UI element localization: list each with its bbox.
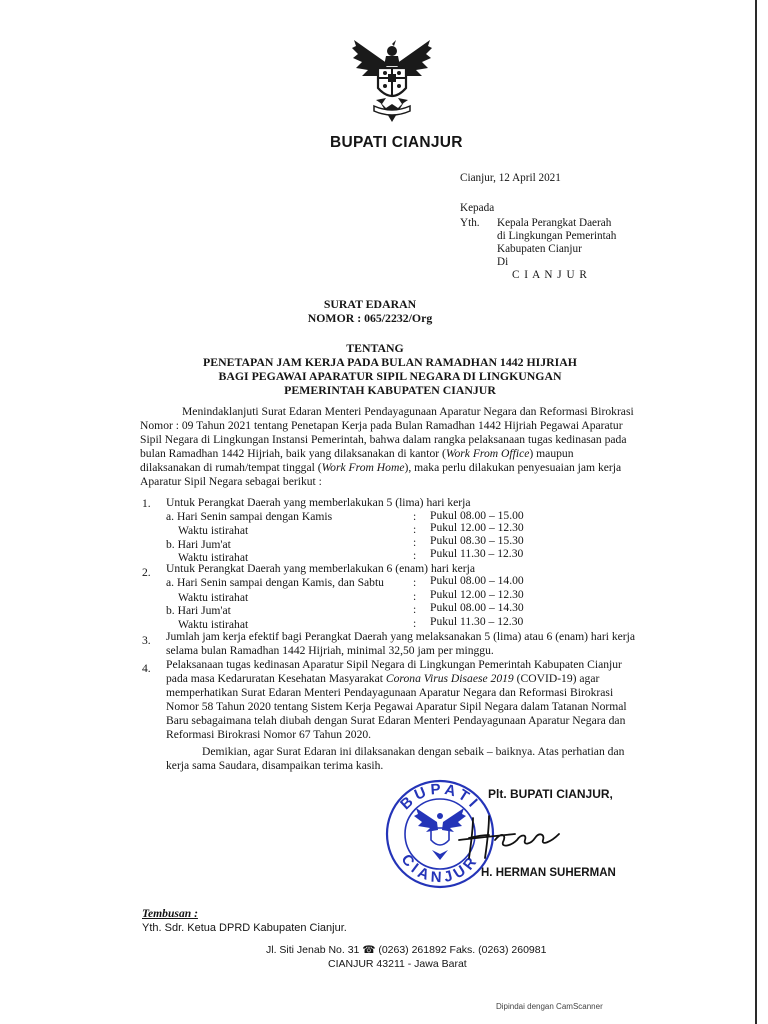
item-4-line-6: Reformasi Birokrasi Nomor 67 Tahun 2020. <box>166 728 372 741</box>
colon: : <box>413 576 417 589</box>
phone-icon: ☎ <box>362 944 376 956</box>
stamp-bottom-text: CIANJUR <box>397 851 483 887</box>
item-2a-rest-value: Pukul 12.00 – 12.30 <box>430 588 524 601</box>
intro-line-4: bulan Ramadhan 1442 Hijriah, baik yang dilaksanakan di kantor (Work From Office) maupun <box>140 447 574 460</box>
item-2a-label: a. Hari Senin sampai dengan Kamis, dan Sabtu <box>166 576 384 589</box>
recipient-line-1: Kepala Perangkat Daerah <box>497 217 612 229</box>
handwritten-signature <box>455 808 575 864</box>
item-2a-rest-label: Waktu istirahat <box>178 591 249 604</box>
item-2-number: 2. <box>142 566 151 579</box>
footer-address-line-1: Jl. Siti Jenab No. 31 ☎ (0263) 261892 Faks. (0263) 260981 <box>266 944 547 956</box>
item-2b-value: Pukul 08.00 – 14.30 <box>430 601 524 614</box>
recipient-line-2: di Lingkungan Pemerintah <box>497 230 617 242</box>
cc-label: Tembusan : <box>142 907 198 920</box>
page-edge-line <box>755 0 757 1024</box>
subject-line-2: BAGI PEGAWAI APARATUR SIPIL NEGARA DI LINGKUNGAN <box>218 369 562 383</box>
item-2b-rest-label: Waktu istirahat <box>178 618 249 631</box>
item-2a-value: Pukul 08.00 – 14.00 <box>430 574 524 587</box>
closing-line-2: kerja sama Saudara, disampaikan terima kasih. <box>166 759 384 772</box>
item-1-number: 1. <box>142 497 151 510</box>
item-2-text: Untuk Perangkat Daerah yang memberlakukan 6 (enam) hari kerja <box>166 562 476 575</box>
item-1b-rest-value: Pukul 11.30 – 12.30 <box>430 547 524 560</box>
colon: : <box>413 523 417 536</box>
item-4-line-2: pada masa Kedaruratan Kesehatan Masyarakat Corona Virus Disaese 2019 (COVID-19) agar <box>166 672 600 685</box>
nomor-line: NOMOR : 065/2232/Org <box>307 311 433 325</box>
scanner-watermark: Dipindai dengan CamScanner <box>496 1002 603 1011</box>
item-1b-value: Pukul 08.30 – 15.30 <box>430 534 524 547</box>
intro-line-2: Nomor : 09 Tahun 2021 tentang Penetapan Kerja pada Bulan Ramadhan 1442 Hijriah Pegawai Aparatur <box>140 419 623 432</box>
di-label: Di <box>497 256 509 268</box>
intro-line-3: Sipil Negara di Lingkungan Instansi Pemerintah, bahwa dalam rangka pelaksanaan tugas kedinasan pada <box>140 433 627 446</box>
intro-line-6: Aparatur Sipil Negara sebagai berikut : <box>140 475 322 488</box>
signatory-name: H. HERMAN SUHERMAN <box>481 867 616 879</box>
subject-line-3: PEMERINTAH KABUPATEN CIANJUR <box>284 383 496 397</box>
colon: : <box>413 617 417 630</box>
yth-label: Yth. <box>460 217 480 229</box>
stamp-top-text: BUPATI <box>397 780 484 814</box>
letterhead-title: BUPATI CIANJUR <box>330 134 463 151</box>
intro-line-1: Menindaklanjuti Surat Edaran Menteri Pendayagunaan Aparatur Negara dan Reformasi Birokrasi <box>182 405 634 418</box>
item-1a-rest-value: Pukul 12.00 – 12.30 <box>430 521 524 534</box>
item-1a-rest-label: Waktu istirahat <box>178 524 249 537</box>
footer-address-line-2: CIANJUR 43211 - Jawa Barat <box>328 958 467 970</box>
item-1a-label: a. Hari Senin sampai dengan Kamis <box>166 510 333 523</box>
item-1a-value: Pukul 08.00 – 15.00 <box>430 509 524 522</box>
closing-line-1: Demikian, agar Surat Edaran ini dilaksanakan dengan sebaik – baiknya. Atas perhatian dan <box>202 745 625 758</box>
colon: : <box>413 510 417 523</box>
intro-line-5: dilaksanakan di rumah/tempat tinggal (Work From Home), maka perlu dilakukan penyesuaian jam kerja <box>140 461 622 474</box>
garuda-emblem-icon <box>350 38 434 124</box>
colon: : <box>413 536 417 549</box>
place-date: Cianjur, 12 April 2021 <box>460 172 561 184</box>
recipient-line-3: Kabupaten Cianjur <box>497 243 582 255</box>
item-1b-rest-label: Waktu istirahat <box>178 551 249 564</box>
item-4-line-4: Nomor 58 Tahun 2020 tentang Sistem Kerja Pegawai Aparatur Sipil Negara dalam Tatanan Normal <box>166 700 627 713</box>
recipient-city: C I A N J U R <box>512 269 588 281</box>
colon: : <box>413 549 417 562</box>
item-3-line-1: Jumlah jam kerja efektif bagi Perangkat Daerah yang melaksanakan 5 (lima) atau 6 (enam) hari kerja <box>166 630 636 643</box>
surat-edaran-title: SURAT EDARAN <box>323 297 417 311</box>
colon: : <box>413 590 417 603</box>
subject-line-1: PENETAPAN JAM KERJA PADA BULAN RAMADHAN 1442 HIJRIAH <box>203 355 577 369</box>
item-4-line-1: Pelaksanaan tugas kedinasan Aparatur Sipil Negara di Lingkungan Pemerintah Kabupaten Cianjur <box>166 658 622 671</box>
item-2b-label: b. Hari Jum'at <box>166 604 231 617</box>
item-3-number: 3. <box>142 634 151 647</box>
item-2b-rest-value: Pukul 11.30 – 12.30 <box>430 615 524 628</box>
item-1-text: Untuk Perangkat Daerah yang memberlakukan 5 (lima) hari kerja <box>166 496 471 509</box>
item-4-line-5: Baru sebagaimana telah diubah dengan Surat Edaran Menteri Pendayagunaan Aparatur Negara dan <box>166 714 626 727</box>
item-3-line-2: selama bulan Ramadhan 1442 Hijriah, minimal 32,50 jam per minggu. <box>166 644 494 657</box>
colon: : <box>413 603 417 616</box>
item-4-line-3: memperhatikan Surat Edaran Menteri Pendayagunaan Aparatur Negara dan Reformasi Birokrasi <box>166 686 614 699</box>
signatory-title: Plt. BUPATI CIANJUR, <box>488 787 613 801</box>
cc-line: Yth. Sdr. Ketua DPRD Kabupaten Cianjur. <box>142 922 347 934</box>
to-label: Kepada <box>460 202 495 214</box>
tentang-label: TENTANG <box>346 341 404 355</box>
item-4-number: 4. <box>142 662 151 675</box>
item-1b-label: b. Hari Jum'at <box>166 538 231 551</box>
